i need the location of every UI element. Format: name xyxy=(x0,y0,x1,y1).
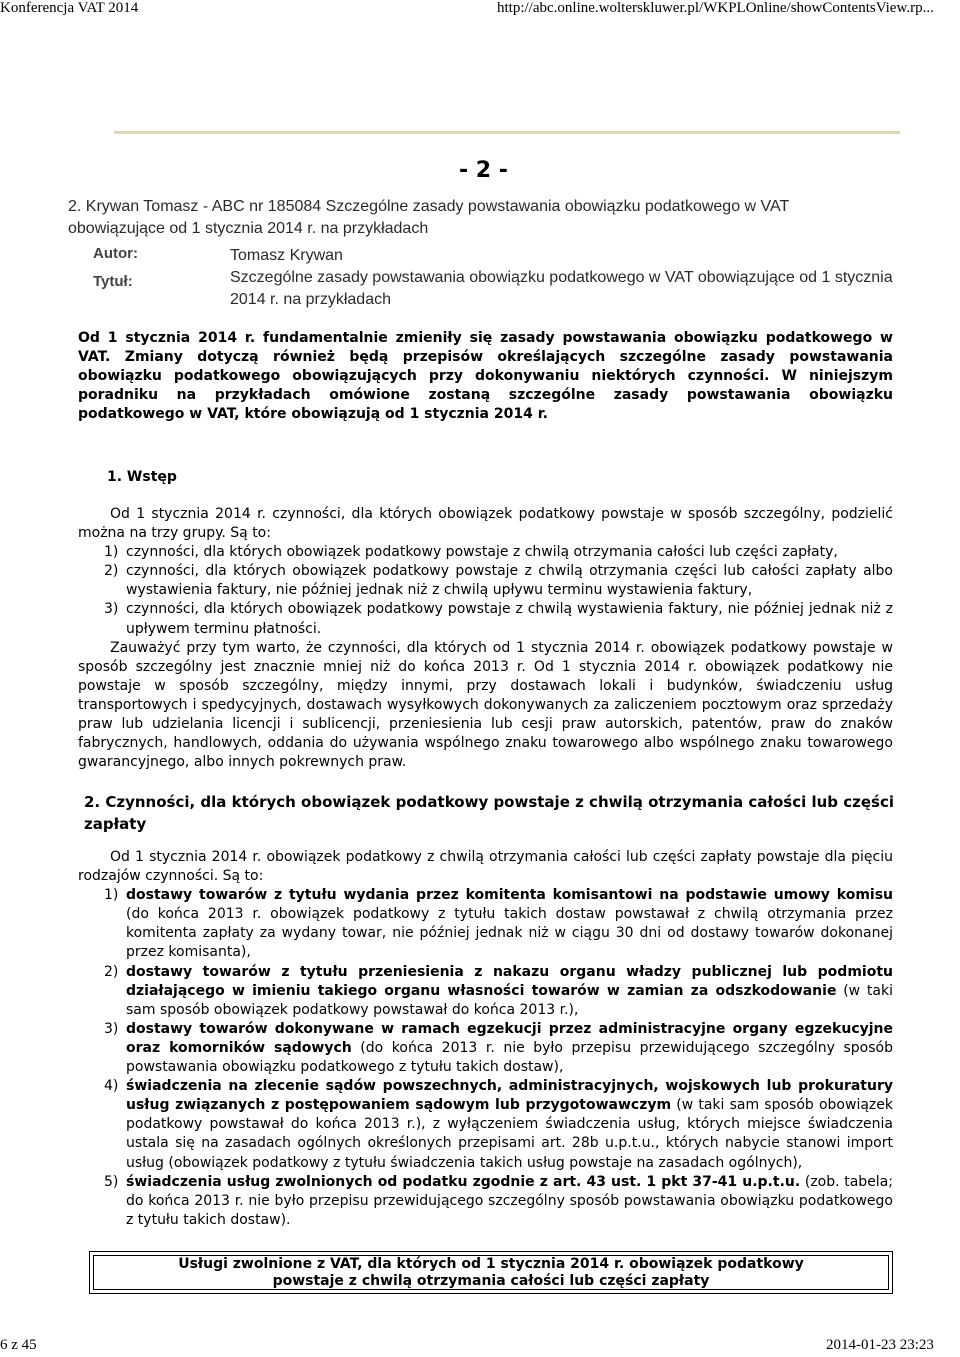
browser-title: Konferencja VAT 2014 xyxy=(0,0,139,16)
title-value xyxy=(230,267,910,311)
title-value-line2: 2014 r. na przykładach xyxy=(230,291,391,308)
list-item-bold: dostawy towarów z tytułu wydania przez komitenta komisantowi na podstawie umowy komisu xyxy=(126,887,893,904)
section2-paragraph1-lead: Są to: xyxy=(222,868,264,885)
section1-paragraph1-text: Od 1 stycznia 2014 r. czynności, dla których obowiązek podatkowy powstaje w sposób szczególny, podzielić można na trzy grupy. xyxy=(78,506,893,542)
page-number: - 2 - xyxy=(459,158,508,183)
document-heading-line1: 2. Krywan Tomasz - ABC nr 185084 Szczególne zasady powstawania obowiązku podatkowego w VAT xyxy=(68,198,790,215)
list-item-text: (do końca 2013 r. obowiązek podatkowy z tytułu takich dostaw powstawał z chwilą otrzymania przez komitenta zapłaty za wydany towar, nie później jednak niż w ciągu 30 dni od dostawy towarów dokonanej przez komisanta), xyxy=(126,906,893,961)
author-value: Tomasz Krywan xyxy=(230,247,343,264)
list-item-text: czynności, dla których obowiązek podatkowy powstaje z chwilą otrzymania części lub całości zapłaty albo wystawienia faktury, nie później jednak niż z chwilą upływu terminu wystawienia faktury, xyxy=(126,563,893,599)
table-caption-line2: powstaje z chwilą otrzymania całości lub części zapłaty xyxy=(272,1273,710,1289)
separator-rule xyxy=(114,131,900,134)
section2-body xyxy=(78,848,893,1230)
document-heading xyxy=(68,196,858,240)
list-item xyxy=(78,1173,893,1230)
list-item xyxy=(78,886,893,962)
list-item-number: 2) xyxy=(104,963,119,980)
list-item-number: 3) xyxy=(104,601,119,618)
list-item-number: 5) xyxy=(104,1173,119,1190)
list-item-number: 1) xyxy=(104,544,119,561)
table-caption-line1: Usługi zwolnione z VAT, dla których od 1 stycznia 2014 r. obowiązek podatkowy xyxy=(178,1256,804,1272)
page-indicator: 6 z 45 xyxy=(0,1337,37,1353)
author-label: Autor: xyxy=(93,245,138,262)
list-item-text: czynności, dla których obowiązek podatkowy powstaje z chwilą otrzymania całości lub części zapłaty, xyxy=(126,544,838,561)
list-item xyxy=(78,562,893,600)
section1-paragraph1 xyxy=(78,505,893,543)
print-timestamp: 2014-01-23 23:23 xyxy=(826,1337,934,1353)
list-item xyxy=(78,543,893,562)
list-item-text: (zob. tabela; do końca 2013 r. nie było przepisu przewidującego szczególny sposób powstawania obowiązku podatkowego z tytułu takich dostaw). xyxy=(126,1173,893,1228)
list-item-bold: dostawy towarów dokonywane w ramach egzekucji przez administracyjne organy egzekucyjne oraz komorników sądowych xyxy=(126,1020,893,1056)
section1-paragraph1-lead: Są to: xyxy=(230,525,271,542)
section1-paragraph2: Zauważyć przy tym warto, że czynności, dla których od 1 stycznia 2014 r. obowiązek podatkowy powstaje w sposób szczególny jest znacznie mniej niż do końca 2013 r. Od 1 stycznia 2014 r. obowiązek podatkowy nie powstaje w sposób szczególny, między innymi, przy dostawach lokali i budynków, świadczeniu usług transportowych i spedycyjnych, dostawach wysyłkowych dokonywanych za zaliczeniem pocztowym oraz sprzedaży praw lub udzielania licencji i sublicencji, przeniesienia lub cesji praw autorskich, patentów, praw do znaków fabrycznych, handlowych, oddania do używania wspólnego znaku towarowego albo wspólnego znaku towarowego gwarancyjnego, albo innych pokrewnych praw. xyxy=(78,639,893,771)
intro-paragraph: Od 1 stycznia 2014 r. fundamentalnie zmieniły się zasady powstawania obowiązku podatkowego w VAT. Zmiany dotyczą również będą przepisów określających szczególne zasady powstawania obowiązku podatkowego obowiązujących przy dokonywaniu niektórych czynności. W niniejszym poradniku na przykładach omówione zostaną szczególne zasady powstawania obowiązku podatkowego w VAT, które obowiązują od 1 stycznia 2014 r. xyxy=(78,330,893,423)
list-item-number: 2) xyxy=(104,563,119,580)
section1-heading: 1. Wstęp xyxy=(107,469,177,485)
list-item xyxy=(78,1020,893,1077)
section1-body xyxy=(78,505,893,772)
list-item-text: (w taki sam sposób obowiązek podatkowy powstawał do końca 2013 r.), xyxy=(126,982,893,1018)
list-item-text: czynności, dla których obowiązek podatkowy powstaje z chwilą wystawienia faktury, nie później jednak niż z upływem terminu płatności. xyxy=(126,601,893,637)
list-item xyxy=(78,1077,893,1172)
list-item-bold: dostawy towarów z tytułu przeniesienia z nakazu organu władzy publicznej lub podmiotu działającego w imieniu takiego organu własności towarów w zamian za odszkodowanie xyxy=(126,963,893,999)
list-item-text: (do końca 2013 r. nie było przepisu przewidującego szczególny sposób powstawania obowiązku podatkowego z tytułu takich dostaw), xyxy=(126,1039,893,1076)
list-item xyxy=(78,600,893,638)
title-value-line1: Szczególne zasady powstawania obowiązku podatkowego w VAT obowiązujące od 1 stycznia xyxy=(230,269,893,286)
list-item xyxy=(78,963,893,1020)
list-item-number: 4) xyxy=(104,1078,119,1095)
title-label: Tytuł: xyxy=(93,273,133,290)
list-item-number: 3) xyxy=(104,1020,119,1037)
section2-paragraph1 xyxy=(78,848,893,886)
document-heading-line2: obowiązujące od 1 stycznia 2014 r. na przykładach xyxy=(68,220,429,237)
section2-heading: 2. Czynności, dla których obowiązek podatkowy powstaje z chwilą otrzymania całości lub części zapłaty xyxy=(84,793,895,833)
section2-paragraph1-text: Od 1 stycznia 2014 r. obowiązek podatkowy z chwilą otrzymania całości lub części zapłaty powstaje dla pięciu rodzajów czynności. xyxy=(78,849,893,885)
list-item-text: (w taki sam sposób obowiązek podatkowy powstawał do końca 2013 r.), z wyłączeniem świadczenia usług, których miejsce świadczenia ustala się na zasadach ogólnych określonych przepisami art. 28b u.p.t.u., których nabycie stanowi import usług (obowiązek podatkowy z tytułu świadczenia takich usług powstaje na zasadach ogólnych), xyxy=(126,1097,893,1171)
list-item-number: 1) xyxy=(104,887,119,904)
list-item-bold: świadczenia na zlecenie sądów powszechnych, administracyjnych, wojskowych lub prokuratury usług związanych z postępowaniem sądowym lub przygotowawczym xyxy=(126,1078,893,1114)
list-item-bold: świadczenia usług zwolnionych od podatku zgodnie z art. 43 ust. 1 pkt 37-41 u.p.t.u. xyxy=(126,1173,801,1190)
table-caption xyxy=(93,1255,889,1290)
browser-url[interactable]: http://abc.online.wolterskluwer.pl/WKPLOnline/showContentsView.rp... xyxy=(497,0,934,16)
